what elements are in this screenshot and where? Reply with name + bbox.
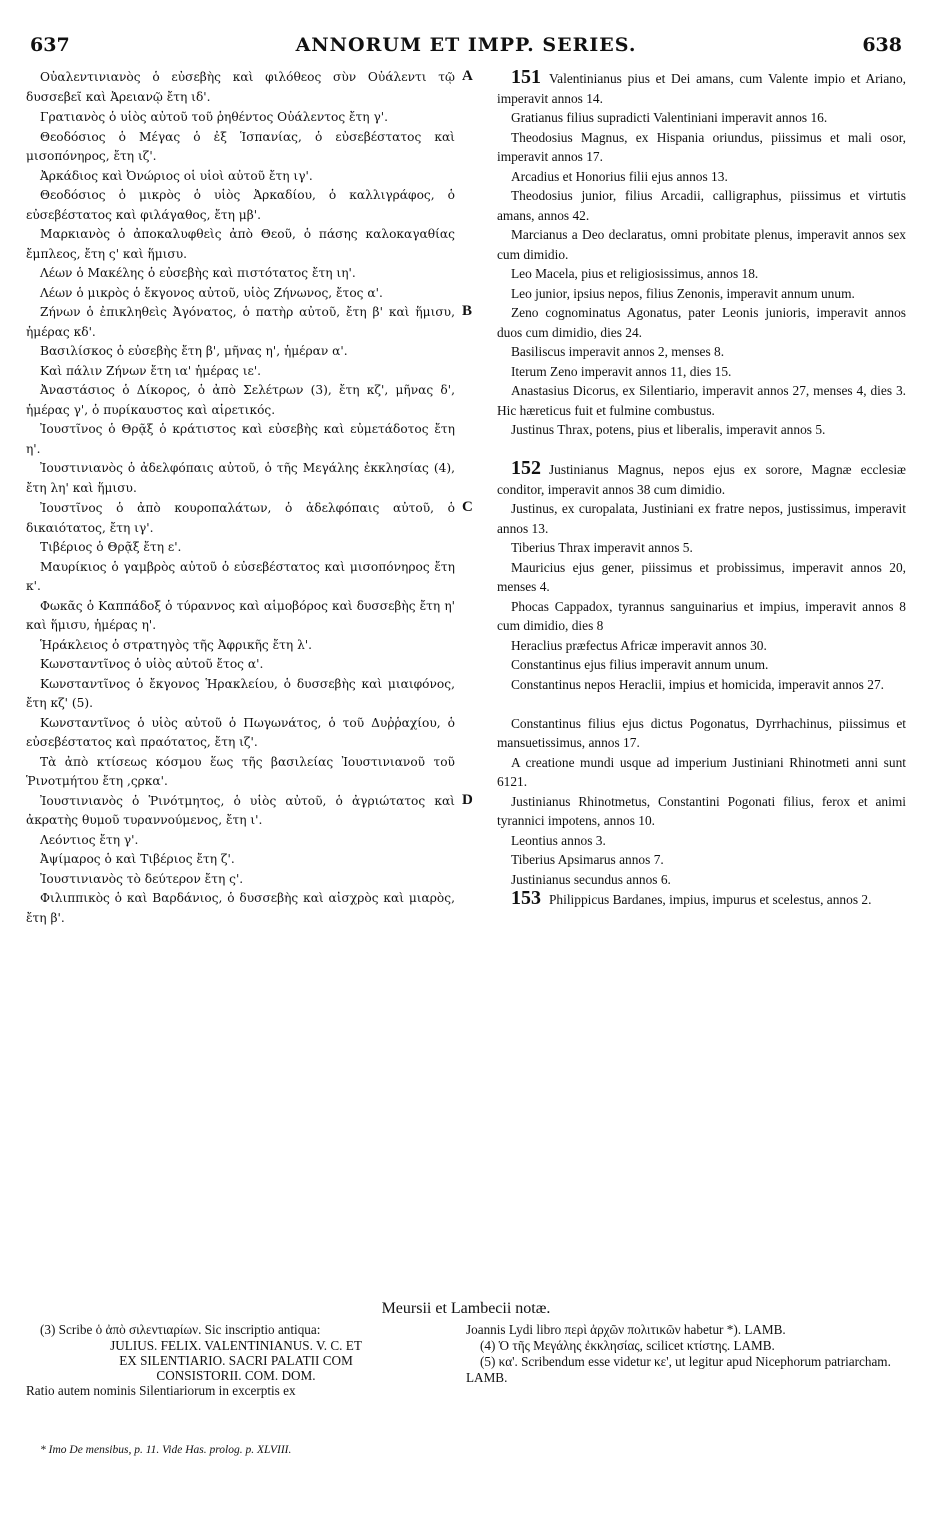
latin-text: Constantinus nepos Heraclii, impius et homicida, imperavit annos 27. [510, 676, 884, 692]
latin-text: Marcianus a Deo declaratus, omni probitate plenus, imperavit annos sex cum dimidio. [496, 227, 906, 262]
entry-row [26, 342, 906, 362]
inscription-line: JULIUS. FELIX. VALENTINIANUS. V. C. ET [110, 1338, 362, 1353]
entry-row [26, 538, 906, 558]
latin-text: Valentinianus pius et Dei amans, cum Valente impio et Ariano, imperavit annos 14. [496, 71, 906, 106]
entry-row [26, 362, 906, 382]
latin-text: Anastasius Dicorus, ex Silentiario, imperavit annos 27, menses 4, dies 3. Hic hæreticus fuit et fulmine combustus. [496, 383, 906, 418]
latin-entry [497, 420, 906, 459]
entry-row [26, 499, 906, 538]
entry-row [26, 284, 906, 304]
latin-entry [497, 655, 906, 675]
latin-text: Heraclius præfectus Africæ imperavit annos 30. [510, 637, 767, 653]
greek-entry: Γρατιανὸς ὁ υἱὸς αὐτοῦ τοῦ ῥηθέντος Οὐάλεντος ἔτη γ'. [40, 110, 388, 124]
greek-entry: Μαυρίκιος ὁ γαμβρὸς αὐτοῦ ὁ εὐσεβέστατος καὶ μισοπόνηρος ἔτη κ'. [26, 559, 455, 593]
greek-entry: Κωνσταντῖνος ὁ ἔκγονος Ἡρακλείου, ὁ δυσσεβὴς καὶ μιαιφόνος, ἔτη κζ' (5). [26, 676, 455, 710]
latin-text: Theodosius Magnus, ex Hispania oriundus, piissimus et mali osor, imperavit annos 17. [496, 129, 906, 164]
latin-entry [497, 870, 906, 890]
section-number: 152 [510, 457, 541, 479]
entry-row [26, 128, 906, 167]
latin-text: Constantinus filius ejus dictus Pogonatus, Dyrrhachinus, piissimus et mansuetissimus, annos 17. [496, 715, 906, 750]
greek-entry: Λέων ὁ Μακέλης ὁ εὐσεβὴς καὶ πιστότατος ἔτη ιη'. [40, 266, 356, 280]
greek-entry: Θεοδόσιος ὁ Μέγας ὁ ἐξ Ἱσπανίας, ὁ εὐσεβέστατος καὶ μισοπόνηρος, ἔτη ιζ'. [26, 129, 455, 163]
greek-entry: Ἰουστινιανὸς τὸ δεύτερον ἔτη ς'. [40, 871, 244, 886]
entry-row [26, 459, 906, 499]
latin-text: Basiliscus imperavit annos 2, menses 8. [510, 344, 725, 359]
section-number: 153 [510, 887, 541, 909]
latin-text: Philippicus Bardanes, impius, impurus et scelestus, annos 2. [548, 892, 872, 907]
latin-text: A creatione mundi usque ad imperium Justiniani Rhinotmeti anni sunt 6121. [496, 754, 906, 789]
latin-entry [497, 636, 906, 656]
latin-text: Zeno cognominatus Agonatus, pater Leonis junioris, imperavit annos duos cum dimidio, dies 24. [496, 305, 906, 340]
latin-text: Tiberius Apsimarus annos 7. [510, 852, 664, 867]
greek-entry: Φιλιππικὸς ὁ καὶ Βαρδάνιος, ὁ δυσσεβὴς καὶ αἰσχρὸς καὶ μιαρὸς, ἔτη β'. [26, 891, 455, 925]
entry-row [26, 636, 906, 656]
note-3: (3) Scribe ὁ ἀπὸ σιλεντιαρίων. Sic inscriptio antiqua: [40, 1322, 321, 1337]
greek-entry: Ἀψίμαρος ὁ καὶ Τιβέριος ἔτη ζ'. [40, 852, 235, 866]
entry-row [26, 850, 906, 870]
greek-entry: Ἰουστινιανὸς ὁ Ῥινότμητος, ὁ υἱὸς αὐτοῦ, ὁ ἀγριώτατος καὶ ἀκρατὴς θυμοῦ τυραννούμενος, ἔτη ι'. [26, 793, 455, 827]
greek-entry: Βασιλίσκος ὁ εὐσεβὴς ἔτη β', μῆνας η', ἡμέραν α'. [40, 344, 348, 358]
entry-row [26, 68, 906, 108]
entry-row [26, 108, 906, 128]
greek-entry: Ἡράκλειος ὁ στρατηγὸς τῆς Ἀφρικῆς ἔτη λ'. [40, 637, 313, 652]
greek-entry: Ἰουστινιανὸς ὁ ἀδελφόπαις αὐτοῦ, ὁ τῆς Μεγάλης ἐκκλησίας (4), ἔτη λη' καὶ ἥμισυ. [26, 461, 455, 495]
latin-entry [497, 714, 906, 753]
notes-left-column [26, 1322, 446, 1399]
latin-text: Arcadius et Honorius filii ejus annos 13. [510, 168, 728, 184]
latin-entry [497, 558, 906, 597]
latin-entry [497, 264, 906, 284]
latin-entry [497, 499, 906, 538]
parallel-text [26, 68, 906, 928]
latin-text: Justinianus Rhinotmetus, Constantini Pogonati filius, ferox et animi tyrannici impotens, annos 10. [496, 793, 906, 828]
latin-entry [497, 753, 906, 792]
latin-entry [497, 303, 906, 342]
latin-entry [497, 68, 906, 108]
latin-entry [497, 225, 906, 264]
entry-row [26, 597, 906, 636]
greek-entry: Ἰουστῖνος ὁ ἀπὸ κουροπαλάτων, ὁ ἀδελφόπαις αὐτοῦ, ὁ δικαιότατος, ἔτη ιγ'. [26, 501, 455, 535]
greek-entry: Ἰουστῖνος ὁ Θρᾷξ ὁ κράτιστος καὶ εὐσεβὴς καὶ εὐμετάδοτος ἔτη η'. [26, 422, 455, 456]
latin-entry [497, 459, 906, 499]
entry-row [26, 167, 906, 187]
latin-entry [497, 675, 906, 714]
margin-marker: D [462, 791, 473, 808]
latin-entry [497, 284, 906, 304]
greek-entry: Ἀναστάσιος ὁ Δίκορος, ὁ ἀπὸ Σελέτρων (3), ἔτη κζ', μῆνας δ', ἡμέρας γ', ὁ πυρίκαυστος καὶ αἱρετικός. [26, 383, 455, 417]
inscription-line: CONSISTORII. COM. DOM. [156, 1368, 316, 1383]
latin-entry [497, 108, 906, 128]
greek-entry: Κωνσταντῖνος ὁ υἱὸς αὐτοῦ ἔτος α'. [40, 657, 264, 671]
latin-text: Mauricius ejus gener, piissimus et probissimus, imperavit annos 20, menses 4. [496, 559, 906, 594]
latin-text: Phocas Cappadox, tyrannus sanguinarius et impius, imperavit annos 8 cum dimidio, dies 8 [496, 598, 906, 633]
entry-row [26, 792, 906, 831]
entry-row [26, 381, 906, 420]
greek-entry: Ἀρκάδιος καὶ Ὀνώριος οἱ υἱοὶ αὐτοῦ ἔτη ιγ'. [40, 168, 313, 183]
latin-entry [497, 792, 906, 831]
entry-row [26, 675, 906, 714]
inscription-line: EX SILENTIARIO. SACRI PALATII COM [119, 1353, 353, 1368]
entry-row [26, 714, 906, 753]
entry-row [26, 870, 906, 890]
latin-entry [497, 381, 906, 420]
latin-entry [497, 186, 906, 225]
latin-text: Leo Macela, pius et religiosissimus, annos 18. [510, 266, 759, 281]
greek-entry: Τιβέριος ὁ Θρᾷξ ἔτη ε'. [40, 540, 182, 554]
latin-entry [497, 850, 906, 870]
latin-entry [497, 889, 906, 928]
greek-entry: Λεόντιος ἔτη γ'. [40, 832, 139, 847]
latin-entry [497, 597, 906, 636]
latin-text: Justinus Thrax, potens, pius et liberalis, imperavit annos 5. [510, 422, 826, 437]
entry-row [26, 655, 906, 675]
note-3-continued: Ratio autem nominis Silentiariorum in excerptis ex [26, 1383, 296, 1398]
greek-entry: Θεοδόσιος ὁ μικρὸς ὁ υἱὸς Ἀρκαδίου, ὁ καλλιγράφος, ὁ εὐσεβέστατος καὶ φιλάγαθος, ἔτη μβ'. [26, 188, 455, 222]
margin-marker: A [462, 68, 473, 84]
note-5: (5) κα'. Scribendum esse videtur κε', ut legitur apud Nicephorum patriarcham. LAMB. [466, 1354, 891, 1385]
footnote: * Imo De mensibus, p. 11. Vide Has. prolog. p. XLVIII. [40, 1444, 292, 1456]
inscription [26, 1338, 446, 1383]
left-page-number: 637 [30, 34, 70, 56]
entry-row [26, 831, 906, 851]
latin-entry [497, 831, 906, 851]
latin-entry [497, 362, 906, 382]
latin-entry [497, 167, 906, 187]
latin-text: Theodosius junior, filius Arcadii, calligraphus, piissimus et virtutis amans, annos 42. [496, 188, 906, 223]
greek-entry: Καὶ πάλιν Ζήνων ἔτη ια' ἡμέρας ιε'. [40, 363, 262, 378]
note-4: (4) Ὁ τῆς Μεγάλης ἐκκλησίας, scilicet κτίστης. LAMB. [480, 1338, 775, 1353]
running-title: ANNORUM ET IMPP. SERIES. [295, 34, 637, 56]
latin-entry [497, 342, 906, 362]
right-page-number: 638 [862, 34, 902, 56]
latin-text: Tiberius Thrax imperavit annos 5. [510, 540, 693, 555]
page-header [30, 34, 902, 64]
greek-entry: Φωκᾶς ὁ Καππάδοξ ὁ τύραννος καὶ αἱμοβόρος καὶ δυσσεβὴς ἔτη η' καὶ ἥμισυ, ἡμέρας η'. [26, 598, 455, 632]
latin-entry [497, 538, 906, 558]
latin-text: Leo junior, ipsius nepos, filius Zenonis, imperavit annum unum. [510, 285, 855, 301]
latin-text: Justinianus Magnus, nepos ejus ex sorore, Magnæ ecclesiæ conditor, imperavit annos 38 cum dimidio. [496, 462, 906, 497]
entry-row [26, 753, 906, 792]
latin-text: Justinianus secundus annos 6. [510, 871, 671, 887]
entry-row [26, 186, 906, 225]
latin-entry [497, 128, 906, 167]
margin-marker: C [462, 499, 473, 515]
greek-entry: Ζήνων ὁ ἐπικληθεὶς Ἀγόνατος, ὁ πατὴρ αὐτοῦ, ἔτη β' καὶ ἥμισυ, ἡμέρας κδ'. [26, 305, 455, 339]
notes-title: Meursii et Lambecii notæ. [381, 1300, 551, 1317]
latin-text: Justinus, ex curopalata, Justiniani ex fratre nepos, justissimus, imperavit annos 13. [496, 501, 906, 536]
margin-marker: B [462, 303, 473, 319]
latin-text: Iterum Zeno imperavit annos 11, dies 15. [510, 363, 732, 379]
notes-right-column [466, 1322, 896, 1386]
greek-entry: Μαρκιανὸς ὁ ἀποκαλυφθεὶς ἀπὸ Θεοῦ, ὁ πάσης καλοκαγαθίας ἔμπλεος, ἔτη ς' καὶ ἥμισυ. [26, 227, 455, 261]
greek-entry: Τὰ ἀπὸ κτίσεως κόσμου ἕως τῆς βασιλείας Ἰουστινιανοῦ τοῦ Ῥινοτμήτου ἔτη ,ςρκα'. [26, 754, 455, 788]
entry-row [26, 889, 906, 928]
latin-text: Leontius annos 3. [510, 832, 606, 848]
greek-entry: Λέων ὁ μικρὸς ὁ ἔκγονος αὐτοῦ, υἱὸς Ζήνωνος, ἔτος α'. [40, 285, 383, 300]
latin-text: Constantinus ejus filius imperavit annum unum. [510, 657, 769, 672]
note-3-end: Joannis Lydi libro περὶ ἀρχῶν πολιτικῶν habetur *). LAMB. [466, 1322, 786, 1337]
entry-row [26, 303, 906, 342]
entry-row [26, 225, 906, 264]
latin-text: Gratianus filius supradicti Valentiniani imperavit annos 16. [510, 110, 828, 125]
section-number: 151 [510, 66, 541, 88]
greek-entry: Κωνσταντῖνος ὁ υἱὸς αὐτοῦ ὁ Πωγωνάτος, ὁ τοῦ Δυῤῥαχίου, ὁ εὐσεβέστατος καὶ πραότατος, ἔτη ιζ'. [26, 715, 455, 749]
entry-row [26, 264, 906, 284]
entry-row [26, 558, 906, 597]
entry-row [26, 420, 906, 459]
greek-entry: Οὐαλεντινιανὸς ὁ εὐσεβὴς καὶ φιλόθεος σὺν Οὐάλεντι τῷ δυσσεβεῖ καὶ Ἀρειανῷ ἔτη ιδ'. [26, 70, 455, 104]
